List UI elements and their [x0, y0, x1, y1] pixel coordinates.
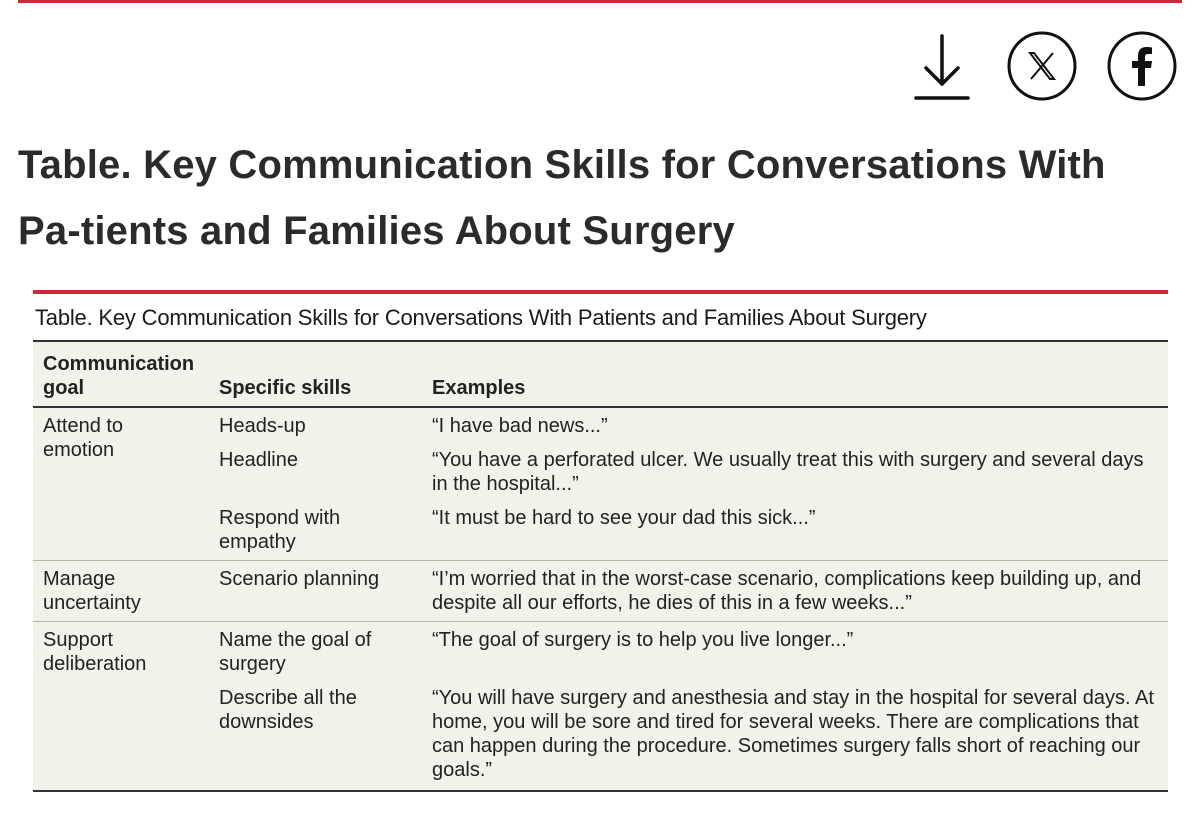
skill-cell: Respond with empathy [209, 500, 422, 561]
skill-cell: Name the goal of surgery [219, 629, 372, 675]
header-communication-goal: Communication goal [33, 341, 209, 407]
example-cell: “It must be hard to see your dad this sick...” [422, 500, 1168, 561]
table-row [33, 407, 1168, 442]
skill-cell: Headline [219, 449, 298, 471]
skill-cell: Describe all the downsides [209, 680, 422, 791]
download-button[interactable] [906, 30, 978, 102]
facebook-icon [1106, 30, 1178, 102]
share-facebook-button[interactable] [1106, 30, 1178, 102]
skill-cell: Heads-up [219, 415, 306, 437]
share-x-button[interactable] [1006, 30, 1078, 102]
x-logo-icon [1006, 30, 1078, 102]
page-title: Table. Key Communication Skills for Conversations With Pa-tients and Families About Surgery [18, 143, 1106, 253]
goal-cell: Manage uncertainty [33, 561, 209, 622]
download-icon [912, 30, 972, 102]
goal-cell: Support deliberation [33, 622, 209, 792]
share-toolbar [906, 30, 1178, 102]
example-cell: “You will have surgery and anesthesia and stay in the hospital for several days. At home, you will be sore and tired for several weeks. There are complications that can happen during the procedure. Sometimes surgery falls short of reaching our goals.” [422, 680, 1168, 791]
table-row [33, 622, 1168, 681]
example-cell: “I’m worried that in the worst-case scenario, complications keep building up, and despite all our efforts, he dies of this in a few weeks...” [422, 561, 1168, 622]
communication-skills-table [33, 340, 1168, 792]
example-cell: “I have bad news...” [432, 415, 608, 437]
top-accent-rule [18, 0, 1182, 3]
example-cell: “The goal of surgery is to help you live longer...” [432, 629, 854, 651]
figure-caption: Table. Key Communication Skills for Conversations With Patients and Families About Surgery [35, 305, 927, 330]
table-row [33, 561, 1168, 622]
header-examples: Examples [422, 341, 1168, 407]
skill-cell: Scenario planning [209, 561, 422, 622]
table-header-row [33, 341, 1168, 407]
goal-cell: Attend to emotion [33, 407, 209, 561]
header-specific-skills: Specific skills [209, 341, 422, 407]
example-cell: “You have a perforated ulcer. We usually treat this with surgery and several days in the hospital...” [432, 449, 1144, 495]
table-figure [33, 290, 1168, 792]
